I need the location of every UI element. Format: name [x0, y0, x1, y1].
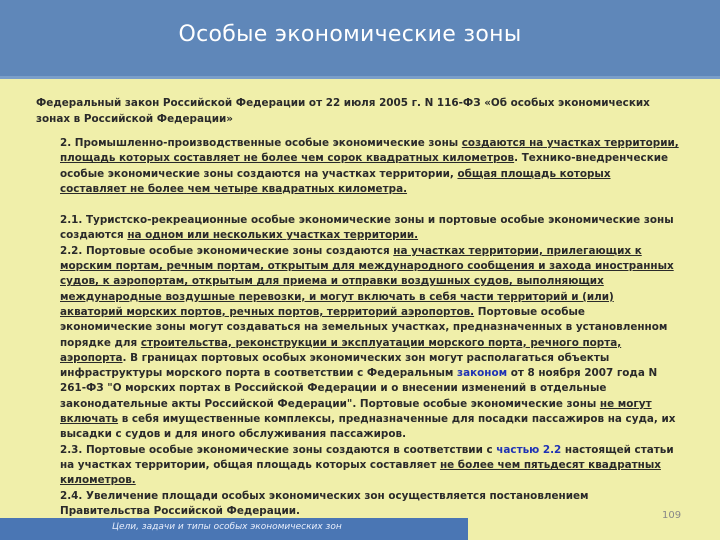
underlined-text: создаются на участках территории, площадь которых составляет не более чем сорок квадратных километров	[60, 137, 679, 165]
underlined-text: на одном или нескольких участках территории.	[127, 229, 419, 242]
text-span: 2.4. Увеличение площади особых экономических зон осуществляется постановлением Правительства Российской Федерации.	[60, 489, 589, 517]
article-text	[60, 136, 680, 519]
underlined-text: не могут включать	[60, 397, 652, 426]
paragraph-2-3	[60, 443, 680, 489]
paragraph-2-2	[60, 244, 680, 443]
slide-title: Особые экономические зоны	[178, 22, 522, 47]
underlined-text: общая площадь которых составляет не более чем четыре квадратных километра.	[60, 167, 611, 195]
text-span: Портовые особые экономические зоны могут создаваться на земельных участках, предназначенных в установленном порядке для	[60, 305, 668, 349]
text-span: 2.1. Туристско-рекреационные особые экономические зоны и портовые особые экономические зоны создаются	[60, 214, 674, 242]
text-span: настоящей статьи на участках территории, общая площадь которых составляет	[60, 443, 674, 471]
page-number: 109	[662, 510, 682, 521]
text-span: от 8 ноября 2007 года N 261-ФЗ "О морских портах в Российской Федерации и о внесении изменений в отдельные законодательные акты Российской Федерации". Портовые особые экономические зоны	[60, 367, 658, 410]
underlined-text: на участках территории, прилегающих к морским портам, речным портам, открытым для международного сообщения и захода иностранных судов, к аэропортам, открытым для приема и отправки воздушных судов, выполняющих международные воздушные перевозки, и могут включать в себя части территорий и (или) акваторий морских портов, речных портов, территорий аэропортов.	[60, 244, 674, 318]
text-span: в себя имущественные комплексы, предназначенные для посадки пассажиров на суда, их высадки с судов и для иного обслуживания пассажиров.	[60, 413, 676, 441]
part-link[interactable]: частью 2.2	[496, 443, 562, 456]
text-span: 2. Промышленно-производственные особые экономические зоны	[60, 137, 462, 149]
law-heading: Федеральный закон Российской Федерации от 22 июля 2005 г. N 116-ФЗ «Об особых экономических зонах в Российской Федерации»	[36, 97, 650, 125]
text-span: 2.2. Портовые особые экономические зоны создаются	[60, 244, 394, 257]
paragraph-2	[60, 136, 680, 197]
text-span: . Технико-внедренческие особые экономические зоны создаются на участках территории,	[60, 152, 669, 180]
underlined-text: строительства, реконструкции и эксплуатации морского порта, речного порта, аэропорта	[60, 336, 622, 364]
law-link[interactable]: законом	[457, 367, 508, 380]
paragraph-2-1	[60, 213, 680, 244]
underlined-text: не более чем пятьдесят квадратных километров.	[60, 458, 661, 487]
footer-text: Цели, задачи и типы особых экономических зон	[112, 522, 342, 532]
text-span: . В границах портовых особых экономических зон могут располагаться объекты инфраструктуры морского порта в соответствии с Федеральным	[60, 351, 610, 380]
text-span: 2.3. Портовые особые экономические зоны создаются в соответствии с	[60, 443, 497, 456]
paragraph-2-4	[60, 489, 680, 520]
